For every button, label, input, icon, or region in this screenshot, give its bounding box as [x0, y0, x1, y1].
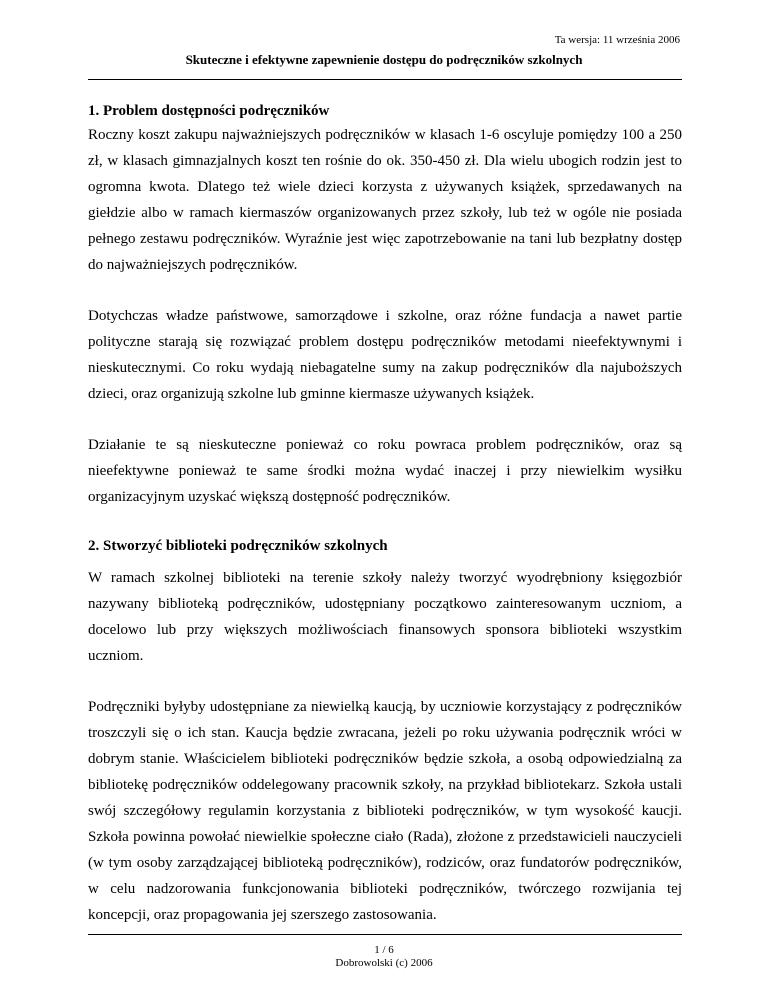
- header-rule: [88, 79, 682, 80]
- paragraph-2-2: Podręczniki byłyby udostępniane za niewielką kaucją, by uczniowie korzystający z podręczników troszczyli się o ich stan. Kaucja będzie zwracana, jeżeli po roku używania podręcznik wróci w dobrym stanie. Właścicielem biblioteki podręczników będzie szkoła, a osobą odpowiedzialną za bibliotekę podręczników oddelegowany pracownik szkoły, na przykład bibliotekarz. Szkoła ustali swój szczegółowy regulamin korzystania z biblioteki podręczników, w tym wysokość kaucji. Szkoła powinna powołać niewielkie społeczne ciało (Rada), złożone z przedstawicieli nauczycieli (w tym osoby zarządzającej biblioteką podręczników), rodziców, oraz fundatorów podręczników, w celu nadzorowania funkcjonowania biblioteki podręczników, twórczego rozwijania tej koncepcji, oraz propagowania jej szerszego zastosowania.: [88, 699, 682, 923]
- footer-author: Dobrowolski (c) 2006: [335, 957, 433, 969]
- page-number: 1 / 6: [374, 944, 394, 956]
- header-version-date: Ta wersja: 11 września 2006: [554, 34, 680, 46]
- section-heading-2: 2. Stworzyć biblioteki podręczników szkolnych: [88, 538, 388, 554]
- paragraph-1-2: Dotychczas władze państwowe, samorządowe i szkolne, oraz różne fundacja a nawet partie polityczne starają się rozwiązać problem dostępu podręczników metodami nieefektywnymi i nieskutecznymi. Co roku wydają niebagatelne sumy na zakup podręczników dla najuboższych dzieci, oraz organizują szkolne lub gminne kiermasze używanych książek.: [88, 308, 682, 402]
- section-heading-1: 1. Problem dostępności podręczników: [88, 103, 330, 119]
- document-body: [88, 100, 682, 928]
- footer: [0, 944, 768, 970]
- footer-rule: [88, 934, 682, 935]
- header-title: Skuteczne i efektywne zapewnienie dostępu do podręczników szkolnych: [185, 52, 583, 67]
- paragraph-2-1: W ramach szkolnej biblioteki na terenie szkoły należy tworzyć wyodrębniony księgozbiór nazywany biblioteką podręczników, udostępniany początkowo zainteresowanym uczniom, a docelowo lub przy większych możliwościach finansowych sponsora biblioteki wszystkim uczniom.: [88, 570, 682, 664]
- paragraph-1-1: Roczny koszt zakupu najważniejszych podręczników w klasach 1-6 oscyluje pomiędzy 100 a 250 zł, w klasach gimnazjalnych koszt ten rośnie do ok. 350-450 zł. Dla wielu ubogich rodzin jest to ogromna kwota. Dlatego też wiele dzieci korzysta z używanych książek, sprzedawanych na giełdzie albo w ramach kiermaszów organizowanych przez szkoły, lub też w ogóle nie posiada pełnego zestawu podręczników. Wyraźnie jest więc zapotrzebowanie na tani lub bezpłatny dostęp do najważniejszych podręczników.: [88, 127, 682, 273]
- paragraph-1-3: Działanie te są nieskuteczne ponieważ co roku powraca problem podręczników, oraz są nieefektywne ponieważ te same środki można wydać inaczej i przy niewielkim wysiłku organizacyjnym uzyskać większą dostępność podręczników.: [88, 437, 682, 505]
